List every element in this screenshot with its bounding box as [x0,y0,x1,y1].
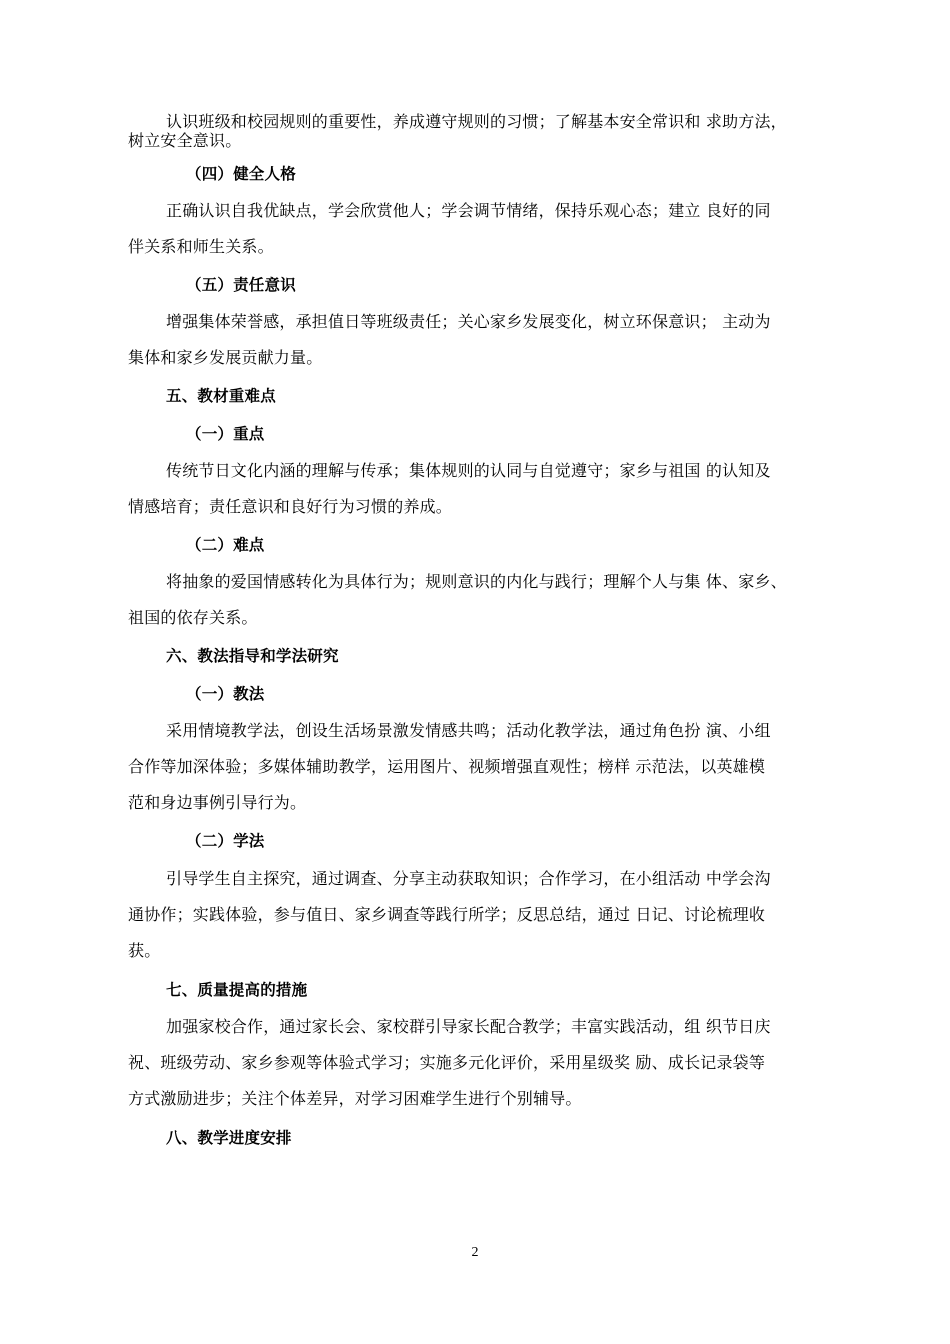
section-heading: （二）学法 [186,832,265,850]
section-heading: （四）健全人格 [186,165,296,183]
body-line: 树立安全意识。 [128,131,242,150]
body-line: 方式激励进步；关注个体差异，对学习困难学生进行个别辅导。 [128,1089,582,1108]
section-heading: （一）重点 [186,425,265,443]
section-heading: （一）教法 [186,685,265,703]
body-line: 伴关系和师生关系。 [128,237,274,256]
body-line: 将抽象的爱国情感转化为具体行为；规则意识的内化与践行；理解个人与集 体、家乡、 [166,572,787,591]
body-line: 传统节日文化内涵的理解与传承；集体规则的认同与自觉遵守；家乡与祖国 的认知及 [166,461,771,480]
body-line: 认识班级和校园规则的重要性，养成遵守规则的习惯；了解基本安全常识和 求助方法， [166,112,787,131]
chapter-heading: 六、教法指导和学法研究 [166,647,339,665]
page-number: 2 [471,1245,479,1260]
body-line: 通协作；实践体验，参与值日、家乡调查等践行所学；反思总结，通过 日记、讨论梳理收 [128,905,766,924]
body-line: 情感培育；责任意识和良好行为习惯的养成。 [128,497,453,516]
body-line: 合作等加深体验；多媒体辅助教学，运用图片、视频增强直观性；榜样 示范法，以英雄模 [128,757,766,776]
body-line: 增强集体荣誉感，承担值日等班级责任；关心家乡发展变化，树立环保意识； 主动为 [166,312,771,331]
body-line: 加强家校合作，通过家长会、家校群引导家长配合教学；丰富实践活动，组 织节日庆 [166,1017,771,1036]
body-line: 引导学生自主探究，通过调查、分享主动获取知识；合作学习，在小组活动 中学会沟 [166,869,771,888]
body-line: 祖国的依存关系。 [128,608,258,627]
body-line: 获。 [128,941,161,960]
section-heading: （二）难点 [186,536,265,554]
body-line: 正确认识自我优缺点，学会欣赏他人；学会调节情绪，保持乐观心态；建立 良好的同 [166,201,771,220]
section-heading: （五）责任意识 [186,276,296,294]
body-line: 采用情境教学法，创设生活场景激发情感共鸣；活动化教学法，通过角色扮 演、小组 [166,721,771,740]
body-line: 范和身边事例引导行为。 [128,793,307,812]
body-line: 集体和家乡发展贡献力量。 [128,348,323,367]
body-line: 祝、班级劳动、家乡参观等体验式学习；实施多元化评价，采用星级奖 励、成长记录袋等 [128,1053,766,1072]
chapter-heading: 七、质量提高的措施 [166,981,308,999]
chapter-heading: 五、教材重难点 [166,387,276,405]
chapter-heading: 八、教学进度安排 [166,1129,292,1147]
